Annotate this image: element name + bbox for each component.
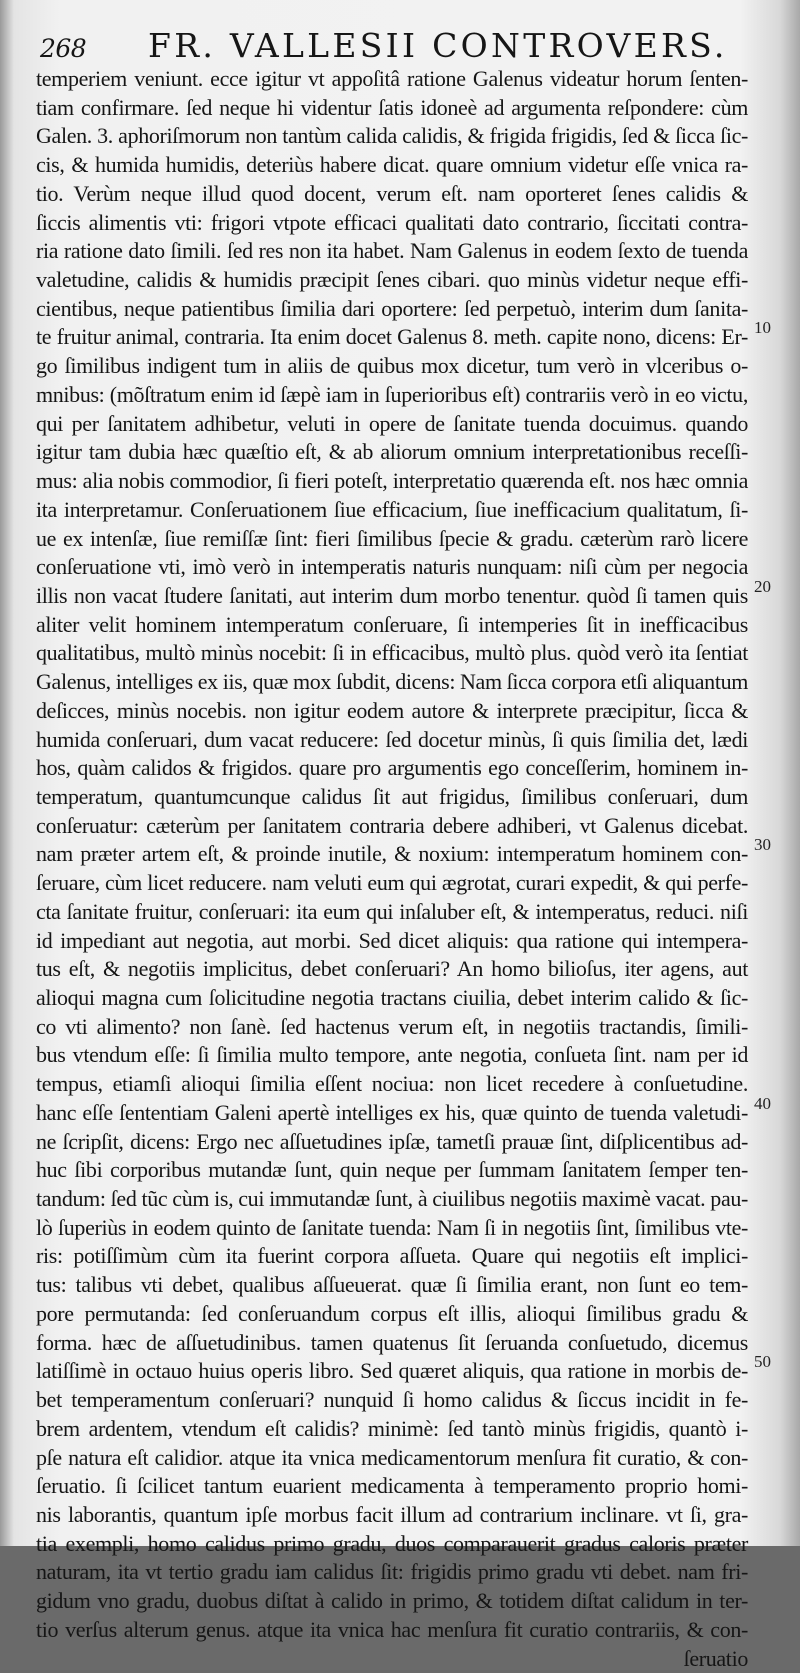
line-number-10: 10 <box>754 318 771 337</box>
text-line: latiſſimè in octauo huius operis libro. Sed quæret aliquis, qua ratione in morbis de- <box>36 1358 748 1384</box>
text-line: tio verſus alterum genus. atque ita vnica hac menſura fit curatio contrariis, & con- <box>36 1616 748 1642</box>
text-line: gidum vno gradu, duobus diſtat à calido in primo, & totidem diſtat calidum in ter- <box>36 1588 748 1614</box>
text-line: pore permutanda: ſed conſeruandum corpus eſt illis, alioqui ſimilibus gradu & <box>36 1300 748 1326</box>
text-line: mnibus: (mõſtratum enim id ſæpè iam in ſuperioribus eſt) contrariis verò in eo victu, <box>36 381 748 407</box>
text-line: tia exempli, homo calidus primo gradu, duos comparauerit gradus caloris præter <box>36 1530 748 1556</box>
page-header <box>40 26 780 70</box>
text-line: cis, & humida humidis, deteriùs habere dicat. quare omnium videtur eſſe vnica ra- <box>36 152 748 178</box>
text-line: hos, quàm calidos & frigidos. quare pro argumentis ego conceſſerim, hominem in- <box>36 755 748 781</box>
text-line: te fruitur animal, contraria. Ita enim docet Galenus 8. meth. capite nono, dicens: Er- <box>36 324 748 350</box>
text-line: bus vtendum eſſe: ſi ſimilia multo tempore, ante negotia, conſueta ſint. nam per id <box>36 1042 748 1068</box>
text-line: humida conſeruari, dum vacat reducere: ſed docetur minùs, ſi quis ſimilia det, lædi <box>36 726 748 752</box>
text-line: ſeruatio. ſi ſcilicet tantum euarient medicamenta à temperamento proprio homi- <box>36 1473 748 1499</box>
text-line: Galen. 3. aphoriſmorum non tantùm calida calidis, & frigida frigidis, ſed & ſicca ſic- <box>36 123 748 149</box>
text-line: forma. hæc de aſſuetudinibus. tamen quatenus ſit ſeruanda conſuetudo, dicemus <box>36 1329 748 1355</box>
text-line: nam præter artem eſt, & proinde inutile, & noxium: intemperatum hominem con- <box>36 841 748 867</box>
text-line: co vti alimento? non ſanè. ſed hactenus verum eſt, in negotiis tractandis, ſimili- <box>36 1013 748 1039</box>
text-line: valetudine, calidis & humidis præcipit ſenes cibari. quo minùs videtur neque effi- <box>36 267 748 293</box>
text-line: ris: potiſſimùm cùm ita fuerint corpora aſſueta. Quare qui negotiis eſt implici- <box>36 1243 748 1269</box>
text-line: tiam confirmare. ſed neque hi videntur ſatis idoneè ad argumenta reſpondere: cùm <box>36 94 748 120</box>
text-line: ria ratione dato ſimili. ſed res non ita habet. Nam Galenus in eodem ſexto de tuenda <box>36 238 748 264</box>
text-line: ne ſcripſit, dicens: Ergo nec aſſuetudines ipſæ, tametſi prauæ ſint, diſplicentibus ad- <box>36 1128 748 1154</box>
running-head: FR. VALLESII CONTROVERS. <box>148 26 728 65</box>
text-line: ita interpretamur. Conſeruationem ſiue efficacium, ſiue inefficacium qualitatum, ſi- <box>36 496 748 522</box>
text-line: cta ſanitate fruitur, conſeruari: ita eum qui inſaluber eſt, & intemperatus, reduci. niſi <box>36 898 748 924</box>
text-line: illis non vacat ſtudere ſanitati, aut interim dum morbo tenentur. quòd ſi tamen quis <box>36 582 748 608</box>
text-line: ue ex intenſæ, ſiue remiſſæ ſint: fieri ſimilibus ſpecie & gradu. cæterùm rarò licere <box>36 525 748 551</box>
text-line: Galenus, intelliges ex iis, quæ mox ſubdit, dicens: Nam ſicca corpora etſi aliquantum <box>36 669 748 695</box>
page-number: 268 <box>40 34 87 63</box>
text-line: huc ſibi corporibus mutandæ ſunt, quin neque per ſummam ſanitatem ſemper ten- <box>36 1157 748 1183</box>
text-line: ſeruare, cùm licet reducere. nam veluti eum qui ægrotat, curari expedit, & qui perfe- <box>36 870 748 896</box>
text-line: temperatum, quantumcunque calidus ſit aut frigidus, ſimilibus conſeruari, dum <box>36 783 748 809</box>
text-line: conſeruatur: cæterùm per ſanitatem contraria debere adhiberi, vt Galenus dicebat. <box>36 812 748 838</box>
text-line: hanc eſſe ſententiam Galeni apertè intelliges ex his, quæ quinto de tuenda valetudi- <box>36 1099 748 1125</box>
text-line: lò ſuperiùs in eodem quinto de ſanitate tuenda: Nam ſi in negotiis ſint, ſimilibus vte- <box>36 1214 748 1240</box>
line-number-40: 40 <box>754 1094 771 1113</box>
text-line: igitur tam dubia hæc quæſtio eſt, & ab aliorum omnium interpretationibus receſſi- <box>36 439 748 465</box>
text-line: conſeruatione vti, imò verò in intemperatis naturis nunquam: niſi cùm per negocia <box>36 554 748 580</box>
text-line: qualitatibus, multò minùs nocebit: ſi in efficacibus, multò plus. quòd verò ita ſentiat <box>36 640 748 666</box>
text-line: cientibus, neque patientibus ſimilia dari oportere: ſed perpetuò, interim dum ſanita- <box>36 295 748 321</box>
text-line: tio. Verùm neque illud quod docent, verum eſt. nam oporteret ſenes calidis & <box>36 180 748 206</box>
text-line: tus: talibus vti debet, qualibus aſſueuerat. quæ ſi ſimilia erant, non ſunt eo tem- <box>36 1272 748 1298</box>
text-line: tus eſt, & negotiis implicitus, debet conſeruari? An homo bilioſus, iter agens, aut <box>36 956 748 982</box>
line-number-50: 50 <box>754 1352 771 1371</box>
text-line: tandum: ſed tũc cùm is, cui immutandæ ſunt, à ciuilibus negotiis maximè vacat. pau- <box>36 1186 748 1212</box>
text-line: mus: alia nobis commodior, ſi fieri poteſt, interpretatio quærenda eſt. nos hæc omnia <box>36 468 748 494</box>
line-number-20: 20 <box>754 577 771 596</box>
text-line: deſicces, minùs nocebis. non igitur eodem autore & interprete præcipitur, ſicca & <box>36 697 748 723</box>
text-line: id impediant aut negotia, aut morbi. Sed dicet aliquis: qua ratione qui intempera- <box>36 927 748 953</box>
text-line: pſe natura eſt calidior. atque ita vnica medicamentorum menſura fit curatio, & con- <box>36 1444 748 1470</box>
text-line: qui per ſanitatem adhibetur, veluti in opere de ſanitate tuenda docuimus. quando <box>36 410 748 436</box>
text-line: nis laborantis, quantum ipſe morbus facit illum ad contrarium inclinare. vt ſi, gra- <box>36 1501 748 1527</box>
text-line: temperiem veniunt. ecce igitur vt appoſitâ ratione Galenus videatur horum ſenten- <box>36 66 748 91</box>
text-line: bet temperamentum conſeruari? nunquid ſi homo calidus & ſiccus incidit in fe- <box>36 1387 748 1413</box>
text-line: naturam, ita vt tertio gradu iam calidus ſit: frigidis primo gradu vti debet. nam fri- <box>36 1559 748 1585</box>
text-line: go ſimilibus indigent tum in aliis de quibus mox dicetur, tum verò in vlceribus o- <box>36 353 748 379</box>
text-line: tempus, etiamſi alioqui ſimilia eſſent nociua: non licet recedere à conſuetudine. <box>36 1071 748 1097</box>
text-line: ſeruatio <box>683 1645 748 1671</box>
line-number-30: 30 <box>754 835 771 854</box>
text-line: alioqui magna cum ſolicitudine negotia tractans ciuilia, debet interim calido & ſic- <box>36 985 748 1010</box>
body-text <box>36 65 748 1673</box>
text-line: brem ardentem, vtendum eſt calidis? minimè: ſed tantò minùs frigidis, quantò i- <box>36 1415 748 1441</box>
text-line: aliter velit hominem intemperatum conſeruare, ſi intemperies ſit in inefficacibus <box>36 611 748 637</box>
text-line: ſiccis alimentis vti: frigori vtpote efficaci qualitati dato contrario, ſiccitati contra- <box>36 209 748 235</box>
